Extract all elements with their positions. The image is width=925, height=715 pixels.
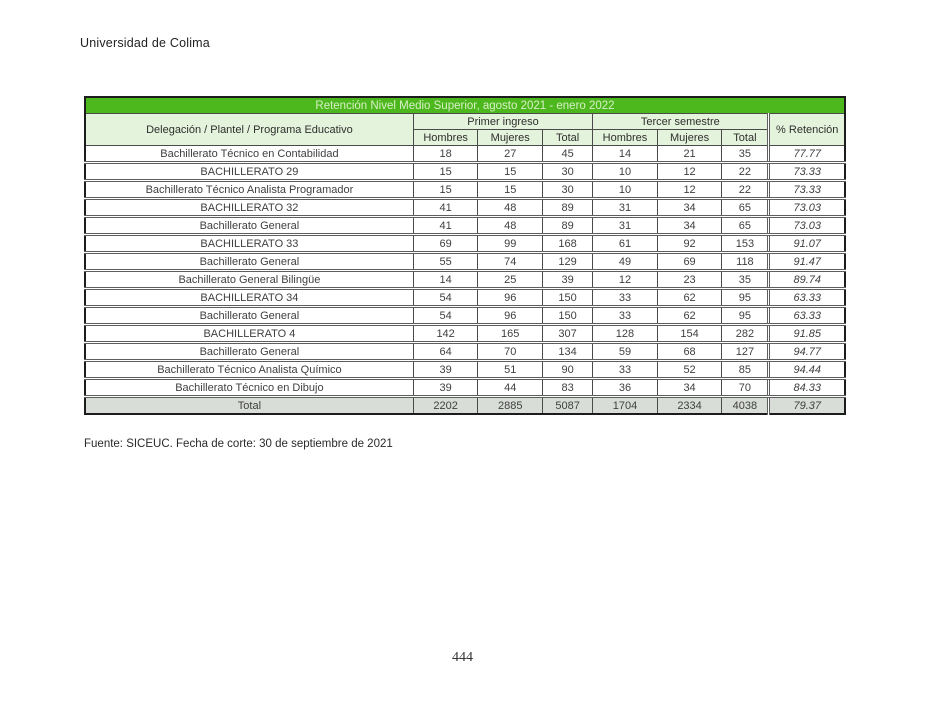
table-group-header-row [85, 114, 845, 130]
table-row [85, 307, 845, 325]
column-group-tercer-semestre: Tercer semestre [593, 114, 769, 130]
cell-retencion: 91.85 [769, 325, 845, 343]
subheader-ts-hombres: Hombres [593, 130, 658, 146]
cell-ts_total: 65 [722, 199, 769, 217]
cell-ts_hombres: 33 [593, 361, 658, 379]
cell-pi_hombres: 54 [413, 307, 478, 325]
cell-pi_total: 83 [543, 379, 593, 397]
cell-pi_mujeres: 25 [478, 271, 543, 289]
cell-ts_total: 4038 [722, 397, 769, 415]
cell-ts_mujeres: 154 [657, 325, 722, 343]
cell-pi_mujeres: 44 [478, 379, 543, 397]
cell-pi_total: 129 [543, 253, 593, 271]
cell-retencion: 63.33 [769, 289, 845, 307]
cell-pi_hombres: 64 [413, 343, 478, 361]
page-number: 444 [452, 650, 473, 665]
cell-name: BACHILLERATO 33 [85, 235, 413, 253]
cell-ts_total: 127 [722, 343, 769, 361]
cell-ts_total: 118 [722, 253, 769, 271]
cell-ts_total: 35 [722, 271, 769, 289]
cell-name: Bachillerato Técnico en Contabilidad [85, 146, 413, 163]
cell-pi_total: 45 [543, 146, 593, 163]
table-row [85, 199, 845, 217]
cell-retencion: 79.37 [769, 397, 845, 415]
table-row [85, 361, 845, 379]
cell-pi_mujeres: 15 [478, 181, 543, 199]
cell-ts_total: 65 [722, 217, 769, 235]
table-row [85, 217, 845, 235]
table-row [85, 163, 845, 181]
cell-pi_total: 168 [543, 235, 593, 253]
table-row [85, 235, 845, 253]
cell-pi_hombres: 2202 [413, 397, 478, 415]
cell-retencion: 77.77 [769, 146, 845, 163]
cell-ts_hombres: 1704 [593, 397, 658, 415]
column-group-primer-ingreso: Primer ingreso [413, 114, 592, 130]
cell-pi_hombres: 39 [413, 379, 478, 397]
cell-ts_mujeres: 21 [657, 146, 722, 163]
cell-name: BACHILLERATO 32 [85, 199, 413, 217]
cell-pi_hombres: 15 [413, 163, 478, 181]
cell-ts_total: 95 [722, 307, 769, 325]
cell-name: Bachillerato General [85, 253, 413, 271]
subheader-pi-mujeres: Mujeres [478, 130, 543, 146]
cell-pi_total: 90 [543, 361, 593, 379]
cell-ts_hombres: 31 [593, 217, 658, 235]
cell-pi_hombres: 69 [413, 235, 478, 253]
cell-ts_mujeres: 62 [657, 289, 722, 307]
cell-pi_total: 30 [543, 163, 593, 181]
cell-name: Bachillerato General [85, 217, 413, 235]
cell-ts_total: 153 [722, 235, 769, 253]
cell-ts_mujeres: 92 [657, 235, 722, 253]
table-row [85, 379, 845, 397]
cell-pi_total: 150 [543, 289, 593, 307]
cell-retencion: 73.03 [769, 199, 845, 217]
cell-name: Bachillerato General [85, 343, 413, 361]
table-title: Retención Nivel Medio Superior, agosto 2021 - enero 2022 [85, 97, 845, 114]
cell-ts_hombres: 10 [593, 163, 658, 181]
subheader-ts-mujeres: Mujeres [657, 130, 722, 146]
cell-retencion: 63.33 [769, 307, 845, 325]
cell-pi_mujeres: 27 [478, 146, 543, 163]
cell-ts_total: 35 [722, 146, 769, 163]
cell-pi_total: 89 [543, 199, 593, 217]
table-total-row [85, 397, 845, 415]
cell-pi_total: 134 [543, 343, 593, 361]
cell-ts_hombres: 33 [593, 307, 658, 325]
cell-ts_mujeres: 68 [657, 343, 722, 361]
cell-ts_hombres: 33 [593, 289, 658, 307]
cell-retencion: 73.03 [769, 217, 845, 235]
cell-pi_mujeres: 74 [478, 253, 543, 271]
cell-retencion: 91.07 [769, 235, 845, 253]
cell-ts_mujeres: 34 [657, 379, 722, 397]
cell-pi_mujeres: 51 [478, 361, 543, 379]
cell-pi_mujeres: 165 [478, 325, 543, 343]
cell-ts_hombres: 128 [593, 325, 658, 343]
cell-pi_mujeres: 99 [478, 235, 543, 253]
cell-pi_hombres: 55 [413, 253, 478, 271]
cell-ts_hombres: 36 [593, 379, 658, 397]
table-row [85, 343, 845, 361]
cell-pi_mujeres: 96 [478, 307, 543, 325]
cell-ts_mujeres: 52 [657, 361, 722, 379]
cell-ts_hombres: 59 [593, 343, 658, 361]
subheader-pi-total: Total [543, 130, 593, 146]
table-row [85, 146, 845, 163]
cell-ts_hombres: 14 [593, 146, 658, 163]
cell-retencion: 89.74 [769, 271, 845, 289]
cell-retencion: 73.33 [769, 181, 845, 199]
cell-name: Bachillerato Técnico Analista Programador [85, 181, 413, 199]
retention-table-container [84, 96, 846, 415]
cell-ts_total: 70 [722, 379, 769, 397]
table-row [85, 253, 845, 271]
cell-name: BACHILLERATO 29 [85, 163, 413, 181]
cell-ts_mujeres: 34 [657, 199, 722, 217]
cell-pi_mujeres: 48 [478, 199, 543, 217]
cell-ts_hombres: 49 [593, 253, 658, 271]
table-body [85, 146, 845, 415]
cell-ts_mujeres: 69 [657, 253, 722, 271]
table-row [85, 289, 845, 307]
cell-ts_total: 22 [722, 181, 769, 199]
cell-ts_mujeres: 62 [657, 307, 722, 325]
cell-name: BACHILLERATO 4 [85, 325, 413, 343]
cell-pi_hombres: 39 [413, 361, 478, 379]
cell-name: Bachillerato General Bilingüe [85, 271, 413, 289]
cell-ts_total: 22 [722, 163, 769, 181]
cell-ts_mujeres: 2334 [657, 397, 722, 415]
cell-pi_mujeres: 15 [478, 163, 543, 181]
cell-name: Bachillerato Técnico Analista Químico [85, 361, 413, 379]
column-header-retencion: % Retención [769, 114, 845, 146]
cell-pi_hombres: 41 [413, 217, 478, 235]
cell-name: Bachillerato General [85, 307, 413, 325]
table-title-row [85, 97, 845, 114]
cell-pi_mujeres: 2885 [478, 397, 543, 415]
cell-retencion: 94.77 [769, 343, 845, 361]
cell-pi_total: 307 [543, 325, 593, 343]
table-row [85, 271, 845, 289]
cell-pi_hombres: 18 [413, 146, 478, 163]
cell-pi_total: 39 [543, 271, 593, 289]
cell-ts_mujeres: 12 [657, 181, 722, 199]
cell-pi_mujeres: 70 [478, 343, 543, 361]
cell-pi_mujeres: 48 [478, 217, 543, 235]
column-header-delegacion: Delegación / Plantel / Programa Educativo [85, 114, 413, 146]
cell-ts_mujeres: 12 [657, 163, 722, 181]
table-row [85, 181, 845, 199]
cell-name: BACHILLERATO 34 [85, 289, 413, 307]
subheader-pi-hombres: Hombres [413, 130, 478, 146]
cell-pi_total: 150 [543, 307, 593, 325]
cell-ts_mujeres: 34 [657, 217, 722, 235]
cell-pi_total: 5087 [543, 397, 593, 415]
cell-pi_total: 30 [543, 181, 593, 199]
cell-pi_hombres: 41 [413, 199, 478, 217]
cell-pi_hombres: 15 [413, 181, 478, 199]
cell-pi_hombres: 142 [413, 325, 478, 343]
cell-retencion: 91.47 [769, 253, 845, 271]
subheader-ts-total: Total [722, 130, 769, 146]
cell-retencion: 84.33 [769, 379, 845, 397]
cell-pi_total: 89 [543, 217, 593, 235]
cell-pi_hombres: 54 [413, 289, 478, 307]
source-note: Fuente: SICEUC. Fecha de corte: 30 de septiembre de 2021 [84, 438, 393, 450]
cell-ts_total: 95 [722, 289, 769, 307]
table-row [85, 325, 845, 343]
cell-ts_hombres: 31 [593, 199, 658, 217]
org-header: Universidad de Colima [80, 36, 210, 50]
cell-ts_hombres: 61 [593, 235, 658, 253]
cell-pi_hombres: 14 [413, 271, 478, 289]
cell-ts_total: 282 [722, 325, 769, 343]
cell-name: Total [85, 397, 413, 415]
cell-ts_mujeres: 23 [657, 271, 722, 289]
cell-ts_hombres: 12 [593, 271, 658, 289]
retention-table [84, 96, 846, 415]
cell-ts_total: 85 [722, 361, 769, 379]
cell-name: Bachillerato Técnico en Dibujo [85, 379, 413, 397]
cell-pi_mujeres: 96 [478, 289, 543, 307]
cell-retencion: 94.44 [769, 361, 845, 379]
cell-ts_hombres: 10 [593, 181, 658, 199]
cell-retencion: 73.33 [769, 163, 845, 181]
